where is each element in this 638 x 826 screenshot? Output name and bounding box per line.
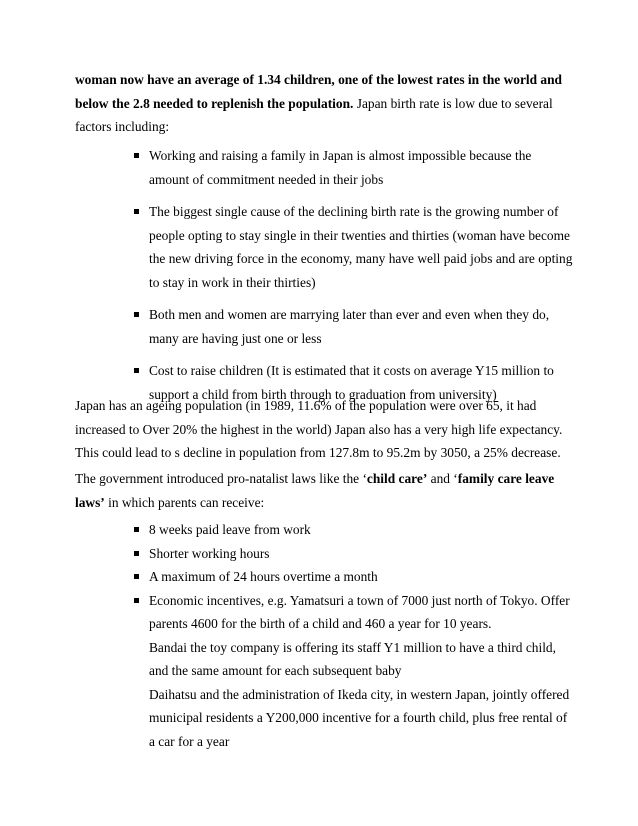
- intro-rest-text: Japan birth rate is low due to several factors including:: [75, 95, 553, 134]
- intro-paragraph: [75, 68, 575, 139]
- child-care-law: child care’: [366, 471, 428, 486]
- square-bullet-icon: [134, 551, 139, 556]
- government-laws-paragraph: The government introduced pro-natalist laws like the ‘child care’ and ‘family care leave laws’ in which parents can receive:: [75, 471, 555, 510]
- square-bullet-icon: [134, 574, 139, 579]
- square-bullet-icon: [134, 527, 139, 532]
- bandai-incentive-text: Bandai the toy company is offering its staff Y1 million to have a third child, and the same amount for each subsequent baby: [149, 639, 556, 678]
- list-item: A maximum of 24 hours overtime a month: [134, 565, 574, 589]
- ageing-population-paragraph: Japan has an ageing population (in 1989, 11.6% of the population were over 65, it had increased to Over 20% the highest in the world) Japan also has a very high life expectancy. This could lead to s decline in population from 127.8m to 95.2m by 3050, a 25% decrease.: [75, 398, 563, 460]
- square-bullet-icon: [134, 209, 139, 214]
- square-bullet-icon: [134, 368, 139, 373]
- square-bullet-icon: [134, 312, 139, 317]
- list-item: Cost to raise children (It is estimated that it costs on average Y15 million to support a child from birth through to graduation from university): [134, 359, 574, 406]
- list-item: Both men and women are marrying later than ever and even when they do, many are having just one or less: [134, 303, 574, 350]
- daihatsu-incentive-text: Daihatsu and the administration of Ikeda city, in western Japan, jointly offered municipal residents a Y200,000 incentive for a fourth child, plus free rental of a car for a year: [149, 686, 570, 749]
- square-bullet-icon: [134, 598, 139, 603]
- birth-rate-factors-list: [134, 144, 574, 415]
- square-bullet-icon: [134, 153, 139, 158]
- list-item: Shorter working hours: [134, 542, 574, 566]
- list-item: Working and raising a family in Japan is almost impossible because the amount of commitment needed in their jobs: [134, 144, 574, 191]
- family-care-leave-law: family care leave laws’: [75, 471, 555, 510]
- list-item: The biggest single cause of the declining birth rate is the growing number of people opting to stay single in their twenties and thirties (woman have become the new driving force in the economy, many have well paid jobs and are opting to stay in work in their thirties): [134, 200, 574, 294]
- parent-benefits-list: [134, 518, 574, 753]
- intro-bold-text: woman now have an average of 1.34 children, one of the lowest rates in the world and below the 2.8 needed to replenish the population.: [75, 72, 563, 111]
- list-item: Economic incentives, e.g. Yamatsuri a town of 7000 just north of Tokyo. Offer parents 4600 for the birth of a child and 460 a year for 10 years. Bandai the toy company is offering its staff Y1 million to have a third child, and the same amount for each subsequent baby Daihatsu and the administration of Ikeda city, in western Japan, jointly offered municipal residents a Y200,000 incentive for a fourth child, plus free rental of a car for a year: [134, 589, 574, 754]
- list-item: 8 weeks paid leave from work: [134, 518, 574, 542]
